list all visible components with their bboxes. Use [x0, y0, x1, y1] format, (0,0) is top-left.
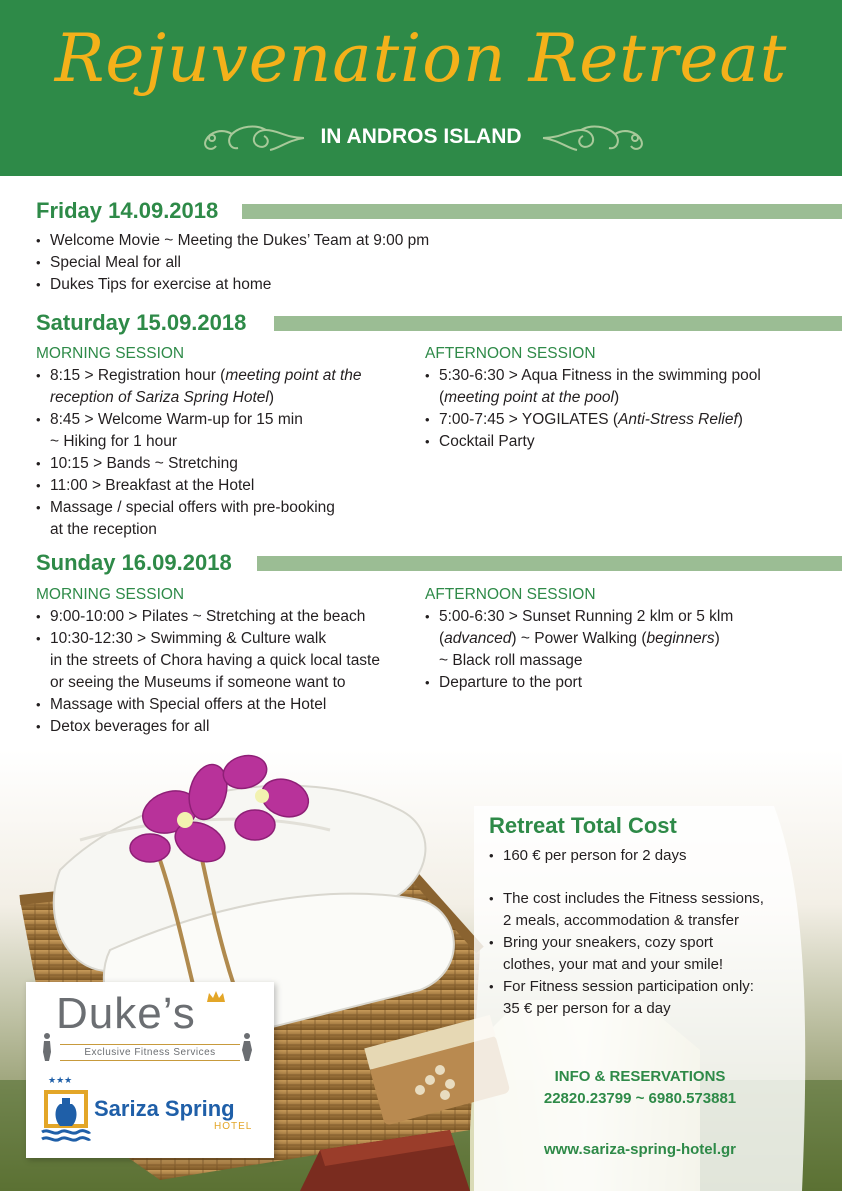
saturday-heading: Saturday 15.09.2018 — [36, 309, 254, 337]
list-item: • 5:00-6:30 > Sunset Running 2 klm or 5 klm — [425, 606, 733, 628]
list-item: • Welcome Movie ~ Meeting the Dukes’ Team at 9:00 pm — [36, 230, 429, 252]
header-banner — [0, 0, 842, 176]
logo-box — [26, 982, 274, 1158]
list-item: • Detox beverages for all — [36, 716, 380, 738]
item-emphasis: beginners — [646, 630, 715, 647]
saturday-heading-row — [36, 309, 842, 337]
item-text: ) — [268, 389, 275, 406]
website-link[interactable]: www.sariza-spring-hotel.gr — [544, 1141, 736, 1158]
item-emphasis: meeting point at the — [225, 367, 362, 384]
list-item: • 9:00-10:00 > Pilates ~ Stretching at the beach — [36, 606, 380, 628]
info-title: INFO & RESERVATIONS — [554, 1068, 726, 1085]
sunday-morning-list — [36, 606, 380, 738]
list-item: • Massage / special offers with pre-booking — [36, 497, 362, 519]
list-item: • Bring your sneakers, cozy sport — [489, 932, 764, 954]
list-item: • Massage with Special offers at the Hotel — [36, 694, 380, 716]
list-item: • For Fitness session participation only: — [489, 976, 764, 998]
subtitle-row — [0, 118, 842, 158]
list-item-continued: 35 € per person for a day — [503, 1000, 671, 1017]
list-item-continued: 2 meals, accommodation & transfer — [503, 912, 739, 929]
list-item-continued — [425, 628, 733, 650]
flourish-left-icon — [196, 120, 306, 156]
sunday-heading-row — [36, 549, 842, 577]
item-emphasis: advanced — [444, 630, 512, 647]
list-item-continued: or seeing the Museums if someone want to — [50, 674, 346, 691]
list-item-continued: in the streets of Chora having a quick local taste — [50, 652, 380, 669]
list-item — [36, 365, 362, 387]
dukes-logo-subtitle: Exclusive Fitness Services — [60, 1044, 240, 1061]
list-item: • 10:15 > Bands ~ Stretching — [36, 453, 362, 475]
afternoon-session-label: AFTERNOON SESSION — [425, 586, 596, 603]
list-item: • 8:45 > Welcome Warm-up for 15 min — [36, 409, 362, 431]
list-item: • 10:30-12:30 > Swimming & Culture walk — [36, 628, 380, 650]
flyer-title: Rejuvenation Retreat — [54, 20, 788, 97]
heading-bar — [242, 204, 842, 219]
saturday-afternoon-list — [425, 365, 761, 453]
item-text: 7:00-7:45 > YOGILATES ( — [439, 411, 619, 428]
friday-heading-row — [36, 197, 842, 225]
friday-heading: Friday 14.09.2018 — [36, 197, 226, 225]
crown-icon — [206, 990, 226, 1004]
flyer-subtitle: IN ANDROS ISLAND — [320, 125, 522, 148]
list-item — [425, 409, 761, 431]
morning-session-label: MORNING SESSION — [36, 345, 185, 362]
sariza-hotel-icon — [40, 1074, 92, 1144]
list-item: • 160 € per person for 2 days — [489, 845, 686, 867]
sunday-heading: Sunday 16.09.2018 — [36, 549, 240, 577]
friday-list — [36, 230, 429, 296]
list-item: • Special Meal for all — [36, 252, 429, 274]
morning-session-label: MORNING SESSION — [36, 586, 185, 603]
dukes-figure-left-icon — [40, 1032, 54, 1062]
flourish-right-icon — [541, 120, 651, 156]
list-item: • Cocktail Party — [425, 431, 761, 453]
dukes-figure-right-icon — [240, 1032, 254, 1062]
item-text: ) — [714, 630, 720, 647]
heading-bar — [257, 556, 842, 571]
cost-price-list — [489, 845, 686, 867]
list-item: • Departure to the port — [425, 672, 733, 694]
list-item: • The cost includes the Fitness sessions, — [489, 888, 764, 910]
item-emphasis: Anti-Stress Relief — [618, 411, 738, 428]
phone-numbers[interactable]: 22820.23799 ~ 6980.573881 — [543, 1090, 737, 1107]
saturday-morning-list — [36, 365, 362, 541]
item-text: ( — [439, 389, 445, 406]
afternoon-session-label: AFTERNOON SESSION — [425, 345, 596, 362]
list-item-continued: ~ Hiking for 1 hour — [50, 433, 178, 450]
item-emphasis: meeting point at the pool — [444, 389, 614, 406]
list-item: • Dukes Tips for exercise at home — [36, 274, 429, 296]
list-item: • 5:30-6:30 > Aqua Fitness in the swimming pool — [425, 365, 761, 387]
dukes-logo-text: Duke’s — [56, 989, 196, 1038]
item-text: ) — [613, 389, 620, 406]
item-text: ) ~ Power Walking ( — [511, 630, 647, 647]
list-item-continued — [36, 387, 362, 409]
heading-bar — [274, 316, 842, 331]
list-item-continued: at the reception — [50, 521, 157, 538]
cost-title: Retreat Total Cost — [489, 813, 677, 838]
sariza-logo-text: Sariza Spring — [94, 1096, 235, 1121]
item-text: 8:15 > Registration hour ( — [50, 367, 226, 384]
list-item-continued — [425, 387, 761, 409]
svg-text:★★★: ★★★ — [48, 1076, 73, 1086]
item-text: ) — [737, 411, 743, 428]
sunday-afternoon-list — [425, 606, 733, 694]
item-text: ( — [439, 630, 445, 647]
sariza-logo-subtitle: HOTEL — [214, 1121, 253, 1132]
list-item: • 11:00 > Breakfast at the Hotel — [36, 475, 362, 497]
list-item-continued: ~ Black roll massage — [439, 652, 583, 669]
cost-notes-list — [489, 888, 764, 1020]
item-emphasis: reception of Sariza Spring Hotel — [50, 389, 269, 406]
list-item-continued: clothes, your mat and your smile! — [503, 956, 724, 973]
